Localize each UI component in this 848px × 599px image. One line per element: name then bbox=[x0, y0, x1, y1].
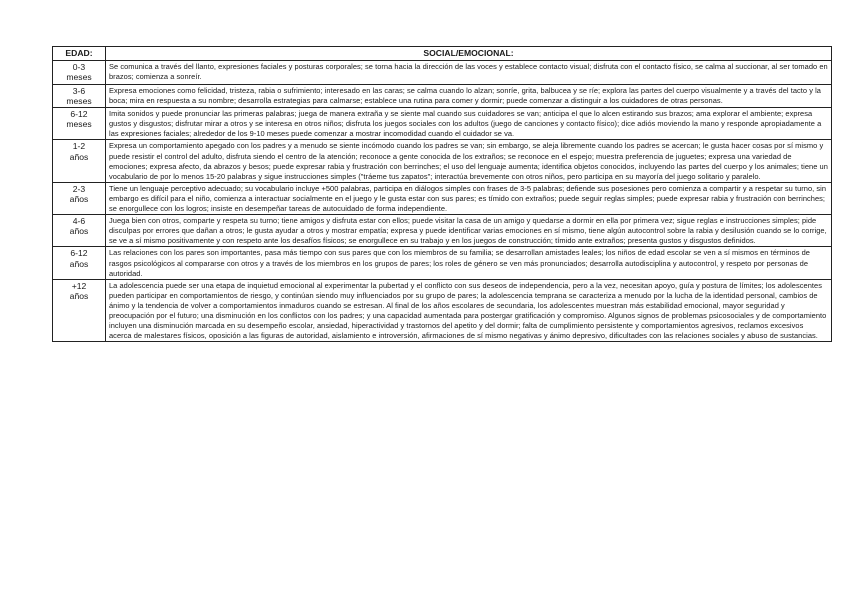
development-table-page bbox=[52, 46, 832, 342]
age-cell: 6-12 meses bbox=[53, 108, 106, 140]
age-cell: 3-6 meses bbox=[53, 84, 106, 108]
description-cell: La adolescencia puede ser una etapa de inquietud emocional al experimentar la pubertad y el conflicto con sus deseos de independencia, pero a la vez, necesitan apoyo, guía y postura de límites; los adolescentes pueden participar en comportamientos de riesgo, y continúan siendo muy influenciados por su grupo de pares; la adolescencia temprana se caracteriza a menudo por la lucha de la identidad personal, cambios de ánimo y la tendencia de volver a comportamientos inmaduros cuando se estresan. Al final de los años escolares de secundaria, los adolescentes muestran más estabilidad emocional, mayor seguridad y preocupación por el futuro; una disminución en los conflictos con los padres; y una capacidad aumentada para postergar gratificación y compromiso. Algunos signos de problemas psicosociales y de comportamiento incluyen una disminución marcada en su desempeño escolar, ansiedad, hiperactividad y trastornos del apetito y del dormir; falta de cumplimiento persistente y comportamientos agresivos, reclamos excesivos acerca de malestares físicos, oposición a las figuras de autoridad, aislamiento e introversión, afirmaciones de sí mismo negativas y ánimo depresivo, dificultades con las relaciones sociales y abuso de sustancias. bbox=[106, 279, 832, 342]
age-cell: 0-3 meses bbox=[53, 61, 106, 85]
table-row bbox=[53, 279, 832, 342]
age-column-header: EDAD: bbox=[53, 47, 106, 61]
description-cell: Imita sonidos y puede pronunciar las primeras palabras; juega de manera extraña y se siente mal cuando sus cuidadores se van; anticipa el que lo alcen estirando sus brazos; ama explorar el ambiente; expresa gustos y disgustos; disfrutar mirar a otros y se interesa en otros niños; disfruta los juegos sociales con los adultos (juego de canciones y contacto físico); dice adiós moviendo la mano y responde apropiadamente a las expresiones faciales; alrededor de los 9-10 meses puede comenzar a mostrar incomodidad cuando el cuidador se va. bbox=[106, 108, 832, 140]
social-column-header: SOCIAL/EMOCIONAL: bbox=[106, 47, 832, 61]
description-cell: Se comunica a través del llanto, expresiones faciales y posturas corporales; se torna hacia la dirección de las voces y establece contacto visual; disfruta con el contacto físico, se calma al succionar, al ser tomado en brazos; comienza a sonreír. bbox=[106, 61, 832, 85]
table-row bbox=[53, 215, 832, 247]
age-cell: 6-12 años bbox=[53, 247, 106, 279]
development-table bbox=[52, 46, 832, 342]
description-cell: Juega bien con otros, comparte y respeta su turno; tiene amigos y disfruta estar con ellos; puede visitar la casa de un amigo y quedarse a dormir en ella por primera vez; sigue reglas e instrucciones simples; pide disculpas por errores que dañan a otros; le gusta ayudar a otros y mostrar empatía; expresa y puede identificar varias emociones en sí mismo, tiene algún autocontrol sobre la rabia y desilusión cuando se lo corrige, se ve a sí mismo positivamente y con respeto ante los desafíos físicos; se enorgullece en su trabajo y en los juegos de construcción; tímido ante extraños; presenta gustos y disgustos definidos. bbox=[106, 215, 832, 247]
table-row bbox=[53, 140, 832, 182]
table-row bbox=[53, 182, 832, 214]
description-cell: Las relaciones con los pares son importantes, pasa más tiempo con sus pares que con los miembros de su familia; se desarrollan amistades leales; los niños de edad escolar se ven a sí mismos en términos de rasgos psicológicos al compararse con otros y a través de los miembros en los grupos de pares; los roles de género se ven más pronunciados; desarrolla autodisciplina y autocontrol, y respeto por personas de autoridad. bbox=[106, 247, 832, 279]
table-header-row bbox=[53, 47, 832, 61]
age-cell: 4-6 años bbox=[53, 215, 106, 247]
table-row bbox=[53, 108, 832, 140]
table-row bbox=[53, 61, 832, 85]
age-cell: 2-3 años bbox=[53, 182, 106, 214]
table-row bbox=[53, 247, 832, 279]
description-cell: Tiene un lenguaje perceptivo adecuado; su vocabulario incluye +500 palabras, participa en diálogos simples con frases de 3-5 palabras; defiende sus posesiones pero comienza a compartir y a respetar su turno, sin embargo es difícil para el niño, comienza a interactuar socialmente en el juego y le gusta estar con sus pares; es tímido con extraños; puede seguir reglas simples; puede expresar rabia y frustración con berrinches; se enorgullece con los logros; insiste en desempeñar tareas de autocuidado de forma independiente. bbox=[106, 182, 832, 214]
table-row bbox=[53, 84, 832, 108]
description-cell: Expresa emociones como felicidad, tristeza, rabia o sufrimiento; interesado en las caras; se calma cuando lo alzan; sonríe, grita, balbucea y se ríe; explora las partes del cuerpo visualmente y a través del tacto y la boca; mira en respuesta a su nombre; desarrolla estrategias para calmarse; establece una rutina para comer y dormir; puede comenzar a distinguir a los cuidadores de otras personas. bbox=[106, 84, 832, 108]
description-cell: Expresa un comportamiento apegado con los padres y a menudo se siente incómodo cuando los padres se van; sin embargo, se aleja libremente cuando los padres se acercan; le gusta hacer cosas por sí mismo y puede resistir el control del adulto, disfruta siendo el centro de la atención; reconoce a gente conocida de los extraños; se reconoce en el espejo; muestra preferencia de juguetes; expresa una variedad de emociones; expresa afecto, da abrazos y besos; puede expresar rabia y frustración con berrinches; el uso del lenguaje aumenta; identifica objetos conocidos, incluyendo las partes del cuerpo y los animales; tiene un vocabulario de por lo menos 15-20 palabras y sigue instrucciones simples ("tráeme tus zapatos"; interactúa brevemente con otros niños, pero participa en su mayoría del juego solitario y paralelo. bbox=[106, 140, 832, 182]
age-cell: 1-2 años bbox=[53, 140, 106, 182]
age-cell: +12 años bbox=[53, 279, 106, 342]
